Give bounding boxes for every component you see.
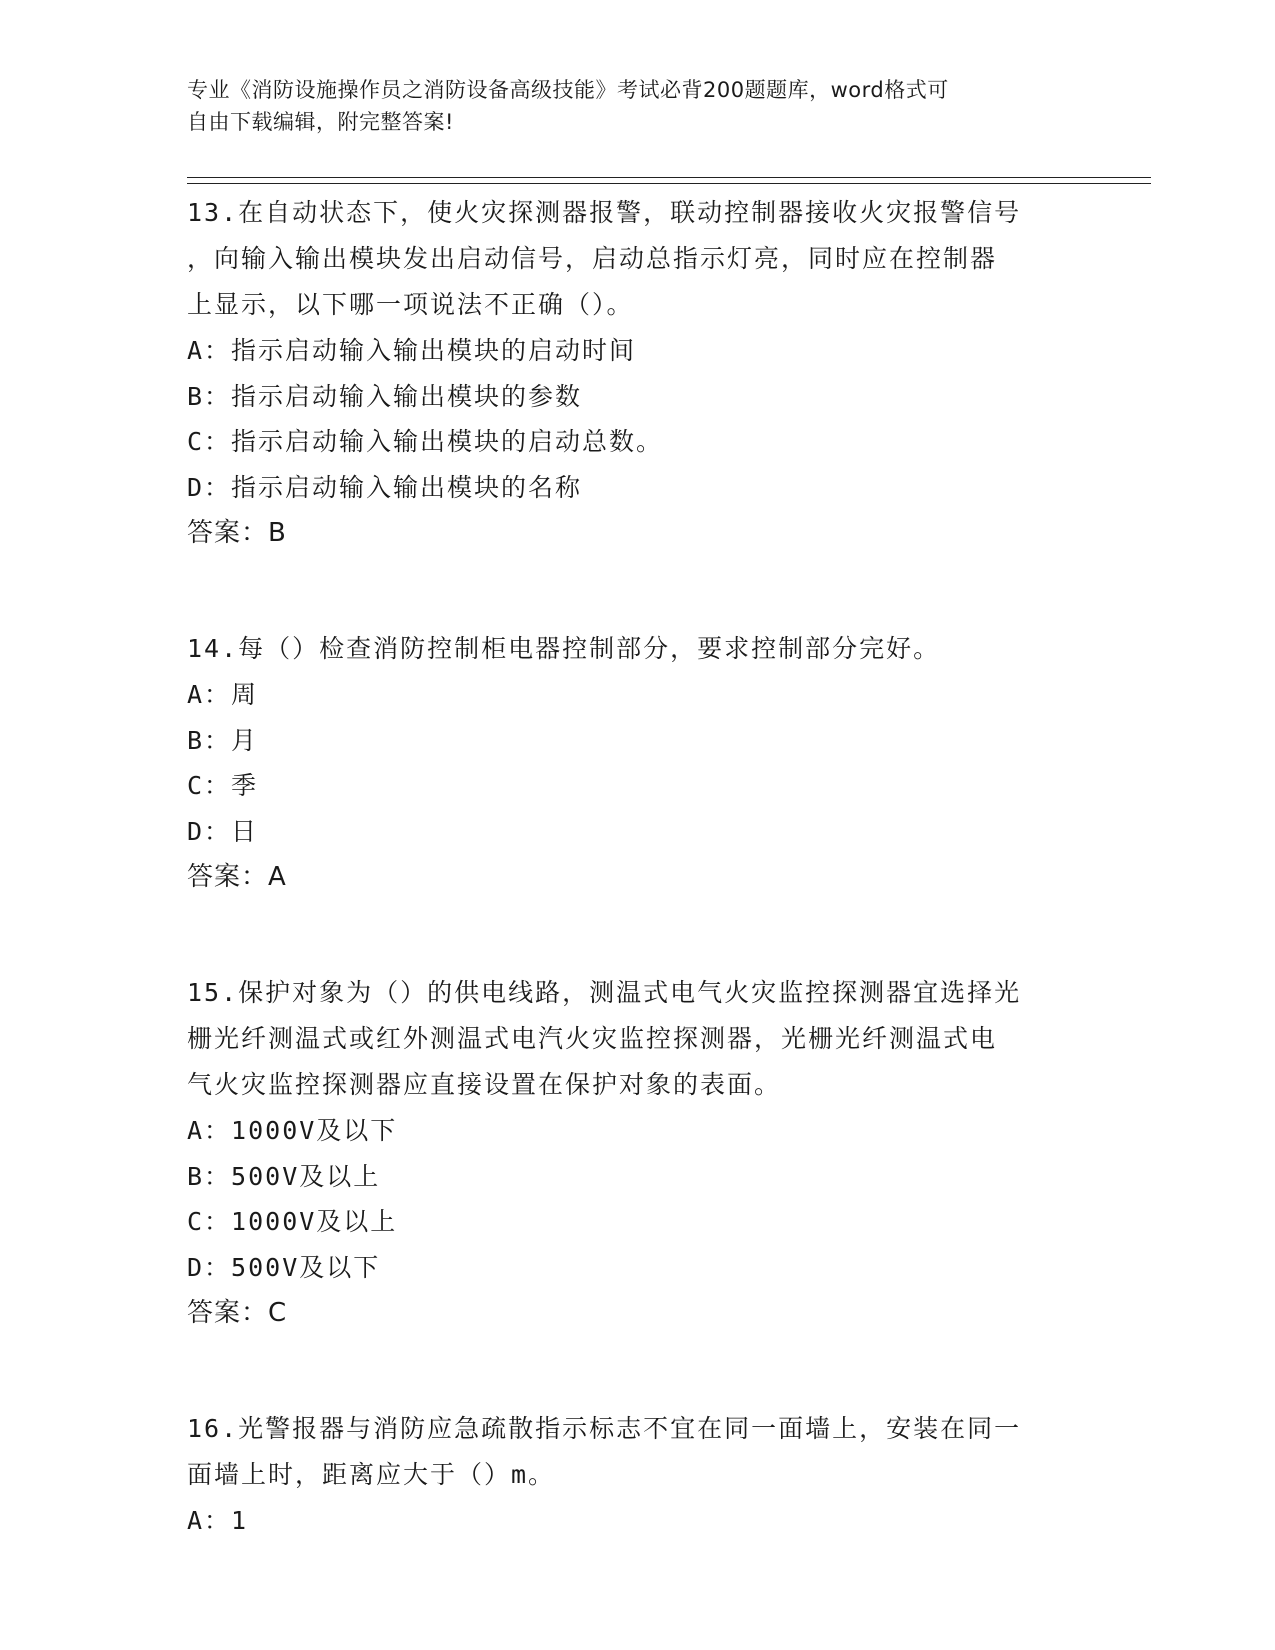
question-list bbox=[187, 190, 1087, 1544]
option-d: D：500V及以下 bbox=[187, 1252, 381, 1282]
question-stem bbox=[187, 626, 1087, 672]
answer-label: 答案：B bbox=[187, 518, 287, 548]
header-line-1: 专业《消防设施操作员之消防设备高级技能》考试必背200题题库，word格式可 bbox=[187, 78, 949, 102]
answer-label: 答案：C bbox=[187, 1298, 288, 1328]
document-header bbox=[187, 74, 1067, 138]
answer-label: 答案：A bbox=[187, 862, 287, 892]
option-a: A：周 bbox=[187, 680, 259, 709]
option-c: C：季 bbox=[187, 771, 259, 800]
question-stem bbox=[187, 970, 1087, 1108]
header-divider-top bbox=[187, 177, 1151, 178]
header-line-2: 自由下载编辑，附完整答案! bbox=[187, 110, 454, 134]
question-stem bbox=[187, 1406, 1087, 1498]
stem-line: 15.保护对象为（）的供电线路，测温式电气火灾监控探测器宜选择光 bbox=[187, 978, 1022, 1007]
option-c: C：1000V及以上 bbox=[187, 1207, 398, 1236]
stem-line: 13.在自动状态下，使火灾探测器报警，联动控制器接收火灾报警信号 bbox=[187, 198, 1022, 227]
question-stem bbox=[187, 190, 1087, 328]
question-spacer bbox=[187, 900, 1087, 970]
option-d: D：日 bbox=[187, 816, 259, 846]
question-spacer bbox=[187, 556, 1087, 626]
option-b: B：指示启动输入输出模块的参数 bbox=[187, 381, 583, 411]
question-spacer bbox=[187, 1336, 1087, 1406]
option-b: B：500V及以上 bbox=[187, 1161, 381, 1191]
stem-line: 面墙上时，距离应大于（）m。 bbox=[187, 1460, 556, 1489]
stem-line: 14.每（）检查消防控制柜电器控制部分，要求控制部分完好。 bbox=[187, 634, 941, 663]
option-a: A：指示启动输入输出模块的启动时间 bbox=[187, 336, 637, 365]
question-13 bbox=[187, 190, 1087, 556]
stem-line: ，向输入输出模块发出启动信号，启动总指示灯亮，同时应在控制器 bbox=[187, 244, 998, 273]
option-b: B：月 bbox=[187, 725, 259, 755]
option-d: D：指示启动输入输出模块的名称 bbox=[187, 472, 583, 502]
stem-line: 栅光纤测温式或红外测温式电汽火灾监控探测器，光栅光纤测温式电 bbox=[187, 1024, 998, 1053]
stem-line: 上显示，以下哪一项说法不正确（）。 bbox=[187, 290, 634, 319]
question-14 bbox=[187, 626, 1087, 900]
question-16 bbox=[187, 1406, 1087, 1544]
question-15 bbox=[187, 970, 1087, 1336]
option-a: A：1 bbox=[187, 1506, 249, 1535]
stem-line: 气火灾监控探测器应直接设置在保护对象的表面。 bbox=[187, 1070, 782, 1099]
option-c: C：指示启动输入输出模块的启动总数。 bbox=[187, 427, 664, 456]
header-divider-bottom bbox=[187, 183, 1151, 184]
stem-line: 16.光警报器与消防应急疏散指示标志不宜在同一面墙上，安装在同一 bbox=[187, 1414, 1022, 1443]
option-a: A：1000V及以下 bbox=[187, 1116, 398, 1145]
